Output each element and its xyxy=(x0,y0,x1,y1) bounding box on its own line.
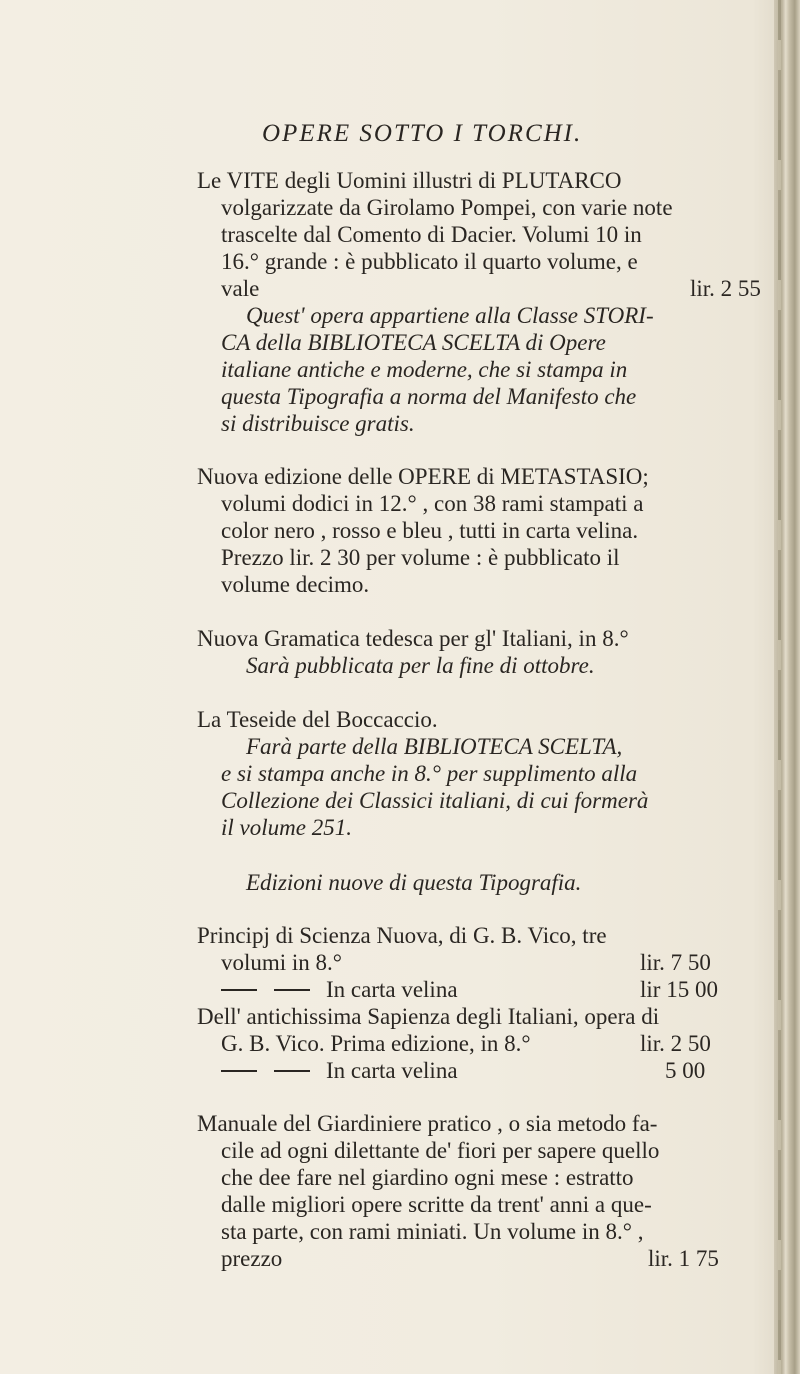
s5-price: 5 00 xyxy=(665,1058,706,1083)
s5-line: In carta velina xyxy=(326,1058,458,1083)
s6-line: Manuale del Giardiniere pratico , o sia metodo fa- xyxy=(197,1111,658,1136)
s1-line: volgarizzate da Girolamo Pompei, con varie note xyxy=(221,195,673,220)
s1-price: lir. 2 55 xyxy=(690,276,761,301)
s5-line: G. B. Vico. Prima edizione, in 8.° xyxy=(221,1031,531,1056)
s1-note-line: questa Tipografia a norma del Manifesto che xyxy=(221,384,637,409)
s2-line: color nero , rosso e bleu , tutti in carta velina. xyxy=(221,518,639,543)
s1-note-line: Quest' opera appartiene alla Classe STORI- xyxy=(246,303,654,328)
s1-line: 16.° grande : è pubblicato il quarto volume, e xyxy=(221,249,638,274)
s4-line: La Teseide del Boccaccio. xyxy=(197,707,438,732)
s1-note-line: italiane antiche e moderne, che si stampa in xyxy=(221,357,628,382)
s6-line: prezzo xyxy=(221,1246,283,1271)
ditto-dash xyxy=(221,989,257,991)
s4-note: Farà parte della BIBLIOTECA SCELTA, xyxy=(246,734,623,759)
s4-note: e si stampa anche in 8.° per supplimento alla xyxy=(221,761,638,786)
s6-line: dalle migliori opere scritte da trent' anni a que- xyxy=(221,1192,652,1217)
s2-line: volumi dodici in 12.° , con 38 rami stampati a xyxy=(221,491,644,516)
s1-line: trascelte dal Comento di Dacier. Volumi 10 in xyxy=(221,222,642,247)
s6-line: sta parte, con rami miniati. Un volume in 8.° , xyxy=(221,1219,644,1244)
s2-line: Prezzo lir. 2 30 per volume : è pubblicato il xyxy=(221,545,620,570)
s4-note: il volume 251. xyxy=(221,815,352,840)
s4-note: Collezione dei Classici italiani, di cui formerà xyxy=(221,788,649,813)
page-header: OPERE SOTTO I TORCHI. xyxy=(262,120,583,147)
s6-line: che dee fare nel giardino ogni mese : estratto xyxy=(221,1165,634,1190)
section-heading: Edizioni nuove di questa Tipografia. xyxy=(246,870,582,895)
s5-price: lir. 7 50 xyxy=(640,950,711,975)
s5-price: lir. 2 50 xyxy=(640,1031,711,1056)
s5-line: volumi in 8.° xyxy=(221,950,343,975)
s1-note-line: si distribuisce gratis. xyxy=(221,411,415,436)
ditto-dash xyxy=(221,1070,257,1072)
s1-line: Le VITE degli Uomini illustri di PLUTARCO xyxy=(197,168,622,193)
s2-line: volume decimo. xyxy=(221,572,370,597)
s6-line: cile ad ogni dilettante de' fiori per sapere quello xyxy=(221,1138,660,1163)
s5-line: Dell' antichissima Sapienza degli Italiani, opera di xyxy=(197,1004,660,1029)
s3-note: Sarà pubblicata per la fine di ottobre. xyxy=(246,653,595,678)
s5-line: Principj di Scienza Nuova, di G. B. Vico, tre xyxy=(197,923,607,948)
ditto-dash xyxy=(274,989,310,991)
s1-line: vale xyxy=(221,276,260,301)
s6-price: lir. 1 75 xyxy=(648,1246,719,1271)
s1-note-line: CA della BIBLIOTECA SCELTA di Opere xyxy=(221,330,606,355)
s5-line: In carta velina xyxy=(326,977,458,1002)
page-edge xyxy=(774,0,800,1374)
ditto-dash xyxy=(274,1070,310,1072)
s5-price: lir 15 00 xyxy=(640,977,718,1002)
s3-line: Nuova Gramatica tedesca per gl' Italiani, in 8.° xyxy=(197,626,629,651)
s2-line: Nuova edizione delle OPERE di METASTASIO; xyxy=(197,464,649,489)
